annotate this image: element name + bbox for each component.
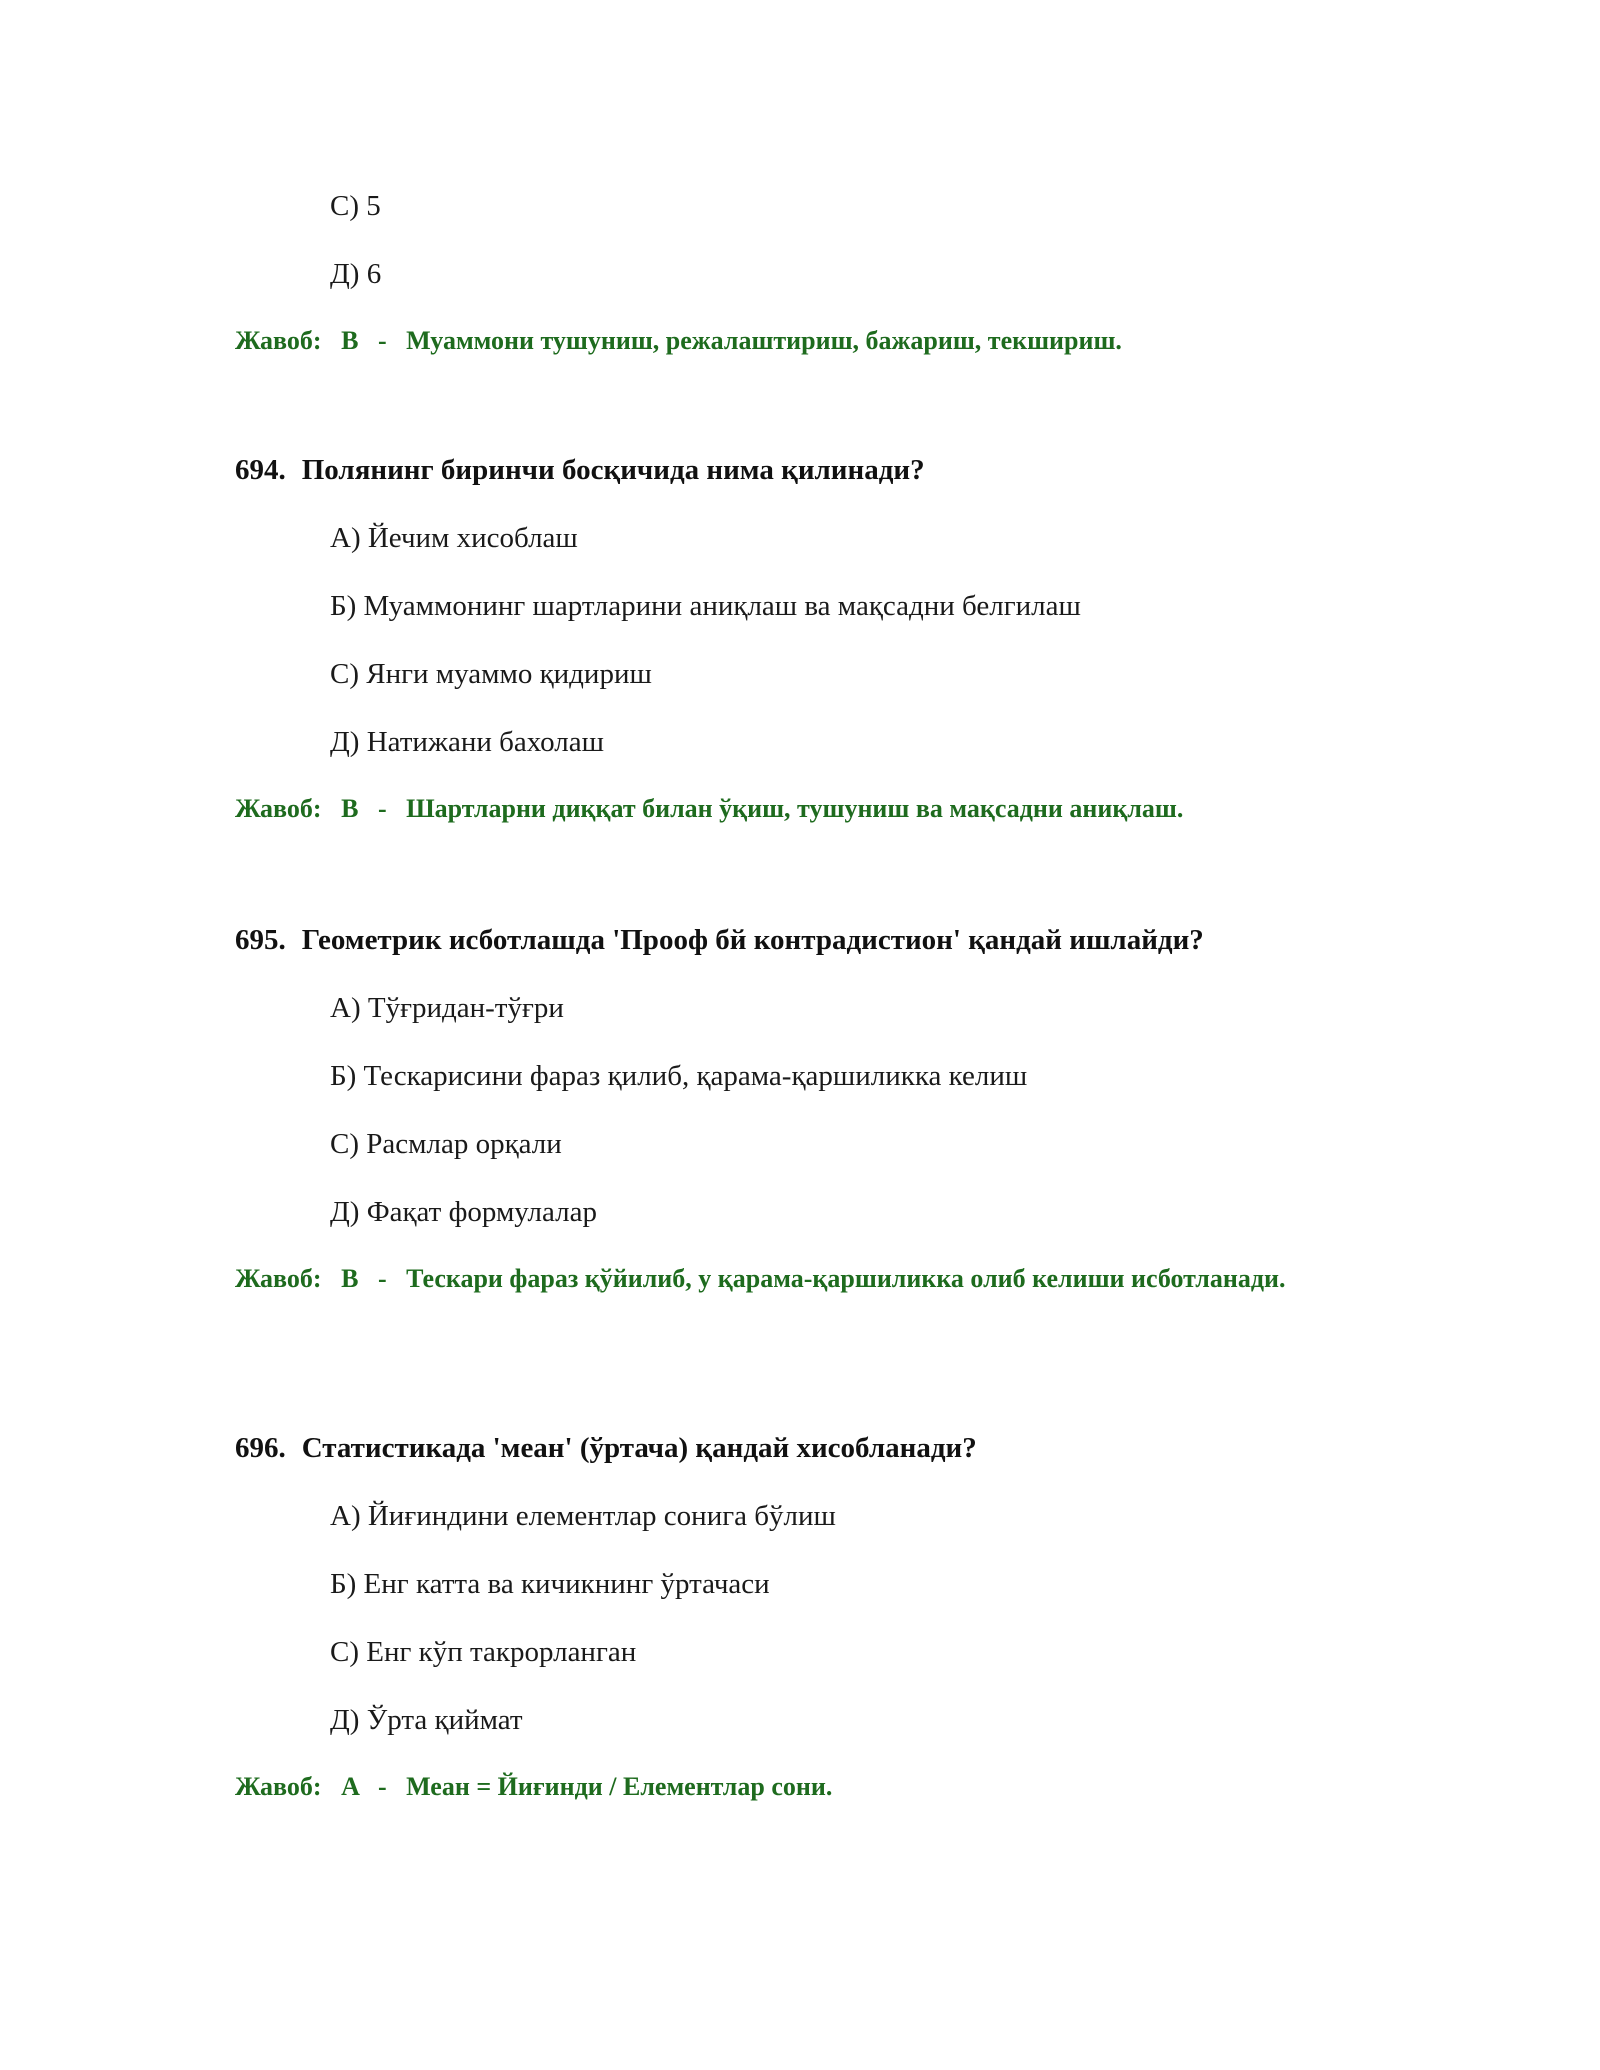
- answer-letter: B: [341, 326, 359, 355]
- answer-dash: -: [377, 326, 387, 355]
- answer-dash: -: [377, 1264, 387, 1293]
- answer-text: Шартларни диққат билан ўқиш, тушуниш ва мақсадни аниқлаш.: [406, 794, 1184, 823]
- question-number: 695.: [235, 924, 286, 956]
- answer-letter: B: [341, 1264, 359, 1293]
- option-c: С) 5: [330, 190, 381, 222]
- answer-dash: -: [377, 1772, 387, 1801]
- question-696: [235, 1430, 977, 1466]
- option-d: Д) 6: [330, 258, 382, 290]
- answer-line: [235, 322, 1315, 360]
- answer-letter: B: [341, 794, 359, 823]
- question-text: Статистикада 'меан' (ўртача) қандай хисобланади?: [301, 1432, 977, 1464]
- answer-text: Муаммони тушуниш, режалаштириш, бажариш, текшириш.: [406, 326, 1122, 355]
- option-b: Б) Енг катта ва кичикнинг ўртачаси: [330, 1568, 770, 1600]
- option-b: Б) Муаммонинг шартларини аниқлаш ва мақсадни белгилаш: [330, 590, 1081, 622]
- option-a: А) Йиғиндини елементлар сонига бўлиш: [330, 1500, 836, 1532]
- question-695: [235, 922, 1204, 958]
- option-a: А) Йечим хисоблаш: [330, 522, 578, 554]
- option-a: А) Тўғридан-тўғри: [330, 992, 564, 1024]
- option-c: С) Енг кўп такрорланган: [330, 1636, 637, 1668]
- question-number: 694.: [235, 454, 286, 486]
- question-number: 696.: [235, 1432, 286, 1464]
- question-text: Полянинг биринчи босқичида нима қилинади?: [301, 454, 925, 486]
- option-d: Д) Фақат формулалар: [330, 1196, 597, 1228]
- option-c: С) Расмлар орқали: [330, 1128, 562, 1160]
- answer-dash: -: [377, 794, 387, 823]
- option-d: Д) Ўрта қиймат: [330, 1704, 523, 1736]
- answer-prefix: Жавоб:: [235, 794, 322, 823]
- answer-prefix: Жавоб:: [235, 1264, 322, 1293]
- answer-letter: A: [341, 1772, 359, 1801]
- option-d: Д) Натижани бахолаш: [330, 726, 604, 758]
- question-text: Геометрик исботлашда 'Прооф бй контрадистион' қандай ишлайди?: [301, 924, 1204, 956]
- answer-text: Тескари фараз қўйилиб, у қарама-қаршиликка олиб келиши исботланади.: [406, 1264, 1286, 1293]
- answer-text: Меан = Йиғинди / Елементлар сони.: [406, 1772, 833, 1801]
- answer-prefix: Жавоб:: [235, 1772, 322, 1801]
- option-c: С) Янги муаммо қидириш: [330, 658, 652, 690]
- option-b: Б) Тескарисини фараз қилиб, қарама-қаршиликка келиш: [330, 1060, 1028, 1092]
- answer-line: [235, 1768, 1315, 1806]
- answer-line: [235, 790, 1315, 828]
- question-694: [235, 452, 925, 488]
- answer-line: [235, 1260, 1315, 1298]
- answer-prefix: Жавоб:: [235, 326, 322, 355]
